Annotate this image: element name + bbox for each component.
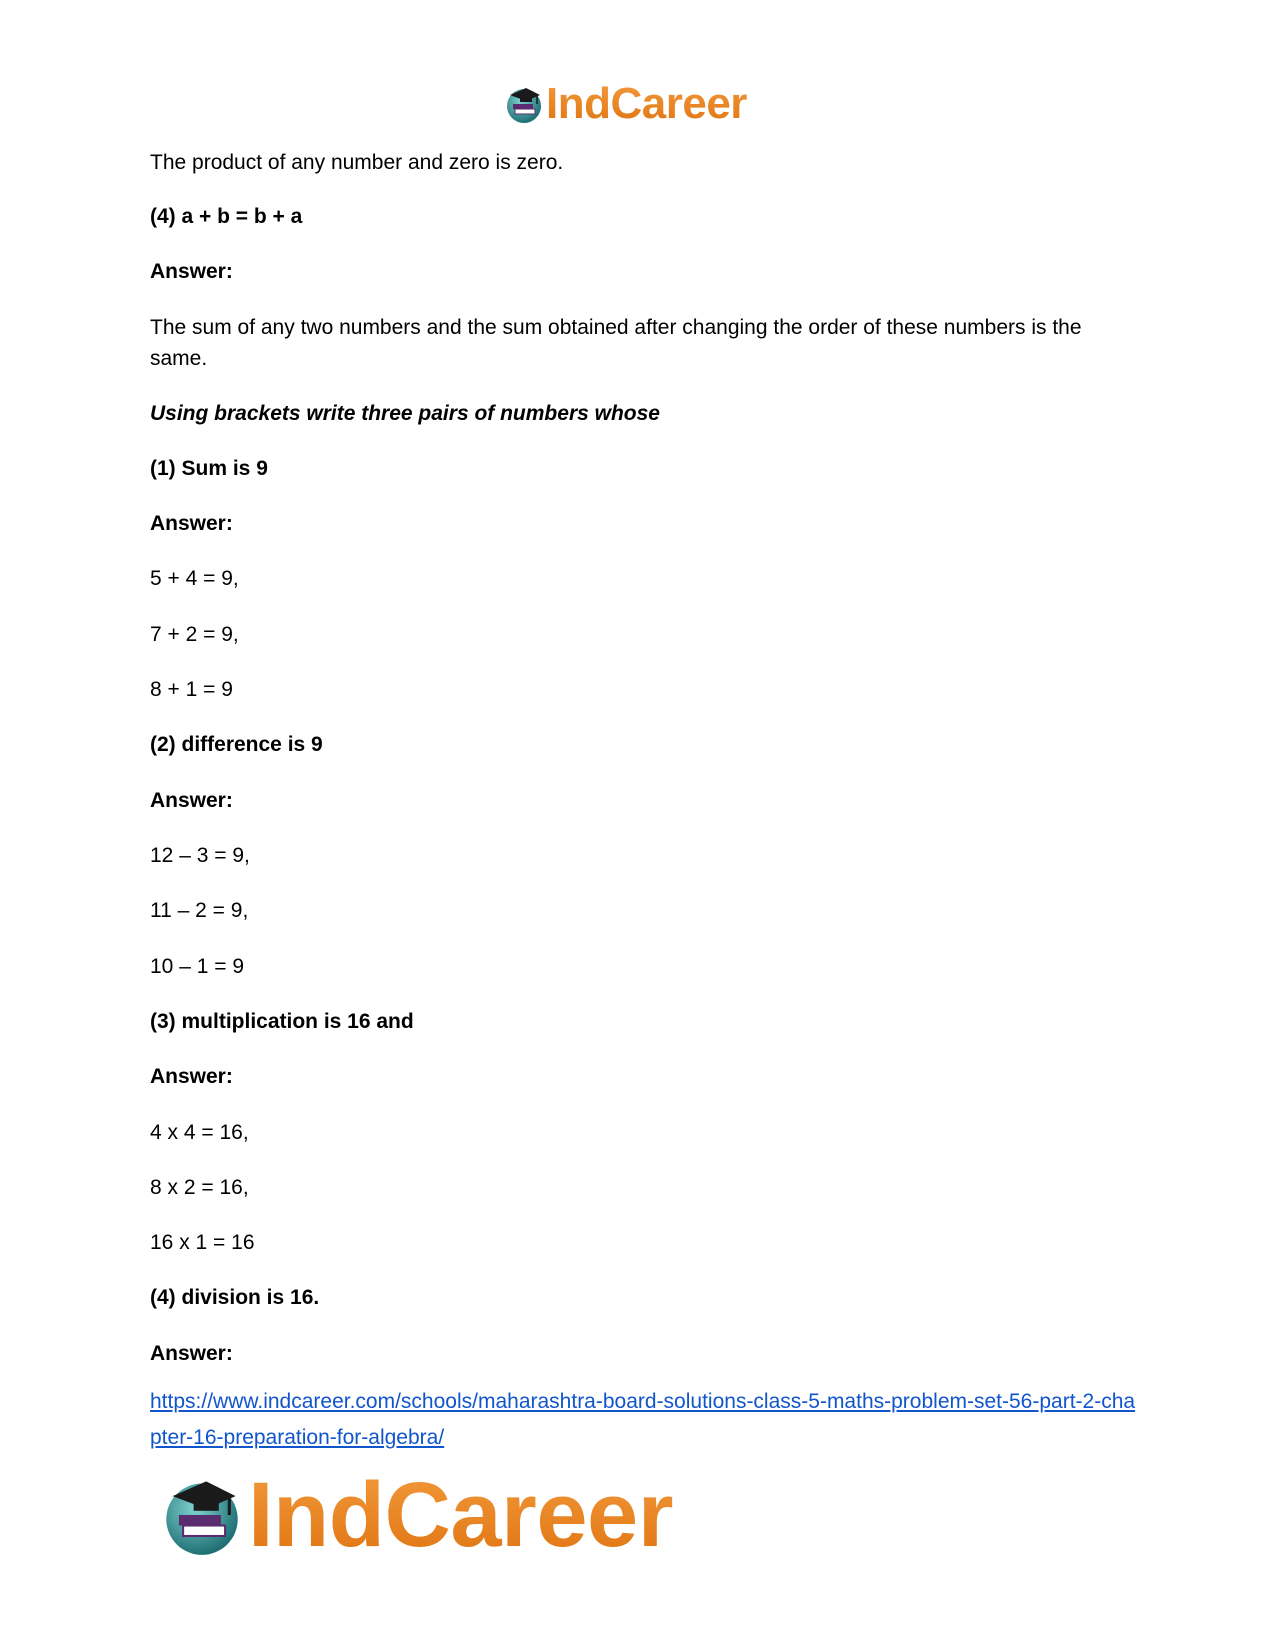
sum-line: 5 + 4 = 9, [150,567,239,590]
sum-answer-label: Answer: [150,512,233,535]
multiplication-line: 8 x 2 = 16, [150,1176,249,1199]
multiplication-heading: (3) multiplication is 16 and [150,1010,414,1033]
multiplication-line: 16 x 1 = 16 [150,1231,255,1254]
multiplication-line: 4 x 4 = 16, [150,1121,249,1144]
footer-logo-text: IndCareer [248,1464,673,1566]
q4-answer-text: The sum of any two numbers and the sum obtained after changing the order of these numbers is the same. [150,316,1082,370]
sum-line: 8 + 1 = 9 [150,678,233,701]
q4-answer-label: Answer: [150,260,233,283]
section-heading: Using brackets write three pairs of numbers whose [150,402,660,425]
q4-heading: (4) a + b = b + a [150,205,303,228]
difference-line: 11 – 2 = 9, [150,899,249,922]
multiplication-answer-label: Answer: [150,1065,233,1088]
difference-line: 10 – 1 = 9 [150,955,244,978]
difference-line: 12 – 3 = 9, [150,844,250,867]
graduation-globe-icon [160,1473,244,1557]
sum-heading: (1) Sum is 9 [150,457,268,480]
intro-line: The product of any number and zero is zero. [150,151,564,174]
division-answer-label: Answer: [150,1342,233,1365]
sum-line: 7 + 2 = 9, [150,623,239,646]
source-link[interactable]: https://www.indcareer.com/schools/maharashtra-board-solutions-class-5-maths-problem-set-56-part-2-chapter-16-preparation-for-algebra/ [150,1390,1136,1449]
difference-heading: (2) difference is 9 [150,733,323,756]
header-logo-text: IndCareer [546,79,747,128]
footer-logo [160,1465,673,1565]
difference-answer-label: Answer: [150,789,233,812]
division-heading: (4) division is 16. [150,1286,320,1309]
header-logo [504,80,747,128]
graduation-globe-icon [504,84,544,124]
